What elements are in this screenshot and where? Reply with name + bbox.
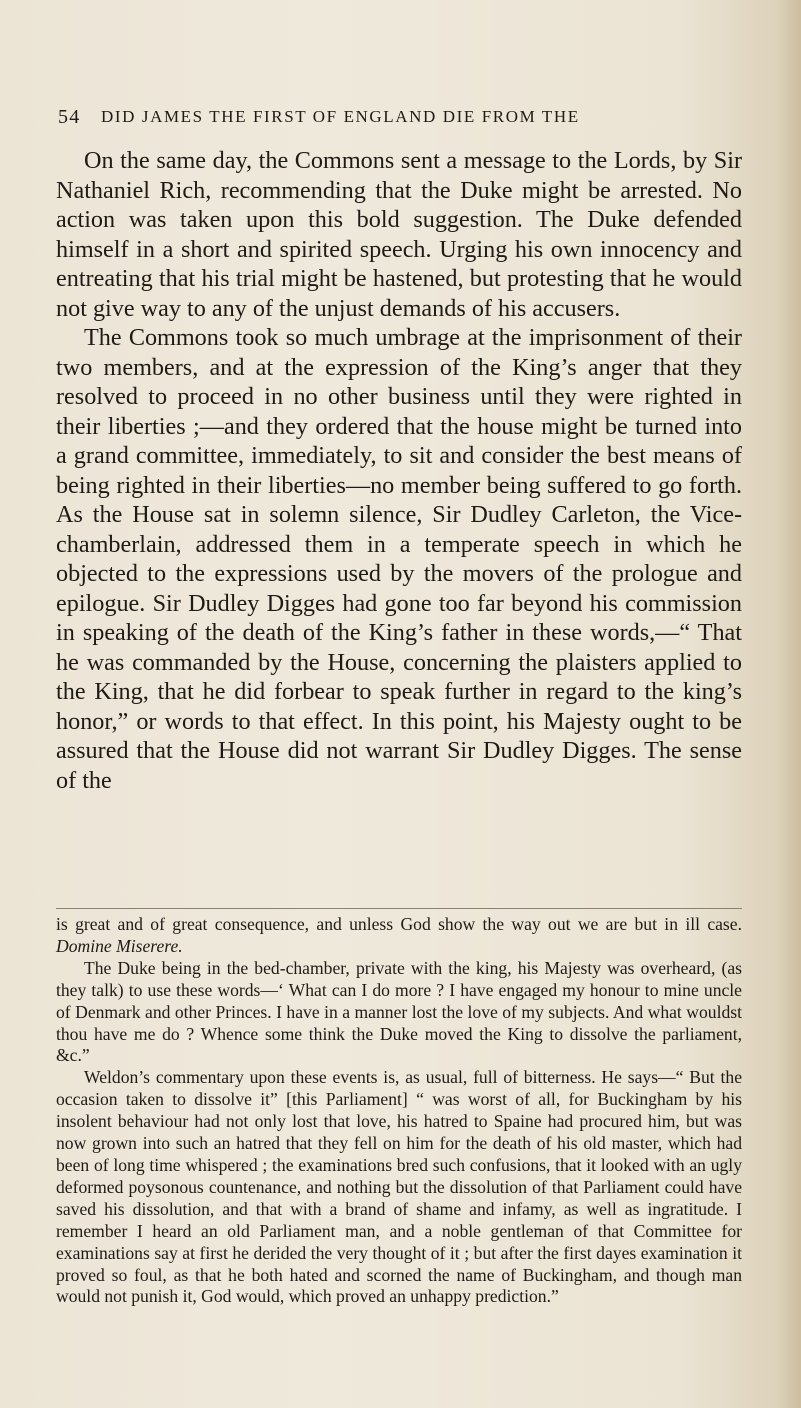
- footnote-paragraph: Weldon’s commentary upon these events is, as usual, full of bitterness. He says—“ But the occasion taken to dissolve it” [this Parliament] “ was worst of all, for Buckingham by his insolent behaviour had not only lost that love, his hatred to Spaine had procured him, but was now grown into such an hatred that they fell on him for the death of his old master, which had been of long time whispered ; the examinations bred such confusions, that it looked with an ugly deformed poysonous countenance, and nothing but the dissolution of that Parliament could have saved his dissolution, and that with a brand of shame and infamy, as well as ingratitude. I remember I heard an old Parliament man, and a noble gentleman of that Committee for examinations say at first he derided the very thought of it ; but after the first dayes examination it proved so foul, as that he both hated and scorned the name of Buckingham, and though man would not punish it, God would, which proved an unhappy prediction.”: [56, 1067, 742, 1307]
- main-text: [56, 146, 742, 795]
- page-number: 54: [58, 106, 81, 128]
- body-paragraph: The Commons took so much umbrage at the imprisonment of their two members, and at the expression of the King’s anger that they resolved to proceed in no other business until they were righted in their liberties ;—and they ordered that the house might be turned into a grand committee, immediately, to sit and consider the best means of being righted in their liberties—no member being suffered to go forth. As the House sat in solemn silence, Sir Dudley Carleton, the Vice-chamberlain, addressed them in a temperate speech in which he objected to the expressions used by the movers of the prologue and epilogue. Sir Dudley Digges had gone too far beyond his commission in speaking of the death of the King’s father in these words,—“ That he was commanded by the House, concerning the plaisters applied to the King, that he did forbear to speak further in regard to the king’s honor,” or words to that effect. In this point, his Majesty ought to be assured that the House did not warrant Sir Dudley Digges. The sense of the: [56, 324, 742, 794]
- footnote-paragraph: The Duke being in the bed-chamber, private with the king, his Majesty was overheard, (as they talk) to use these words—‘ What can I do more ? I have engaged my honour to mine uncle of Denmark and other Princes. I have in a manner lost the love of my subjects. And what wouldst thou have me do ? Whence some think the Duke moved the King to dissolve the parliament, &c.”: [56, 957, 742, 1066]
- body-paragraph: On the same day, the Commons sent a message to the Lords, by Sir Nathaniel Rich, recommending that the Duke might be arrested. No action was taken upon this bold suggestion. The Duke defended himself in a short and spirited speech. Urging his own innocency and entreating that his trial might be hastened, but protesting that he would not give way to any of the unjust demands of his accusers.: [56, 147, 742, 322]
- footnote-continuation: [56, 914, 742, 958]
- footnote-divider: [56, 908, 742, 909]
- footnote-lead-text: is great and of great consequence, and unless God show the way out we are but in ill case.: [56, 914, 742, 934]
- running-head: [58, 106, 738, 136]
- running-title: DID JAMES THE FIRST OF ENGLAND DIE FROM THE: [101, 107, 580, 126]
- footnote-lead-italic: Domine Miserere.: [56, 935, 183, 956]
- footnote: [56, 914, 742, 1308]
